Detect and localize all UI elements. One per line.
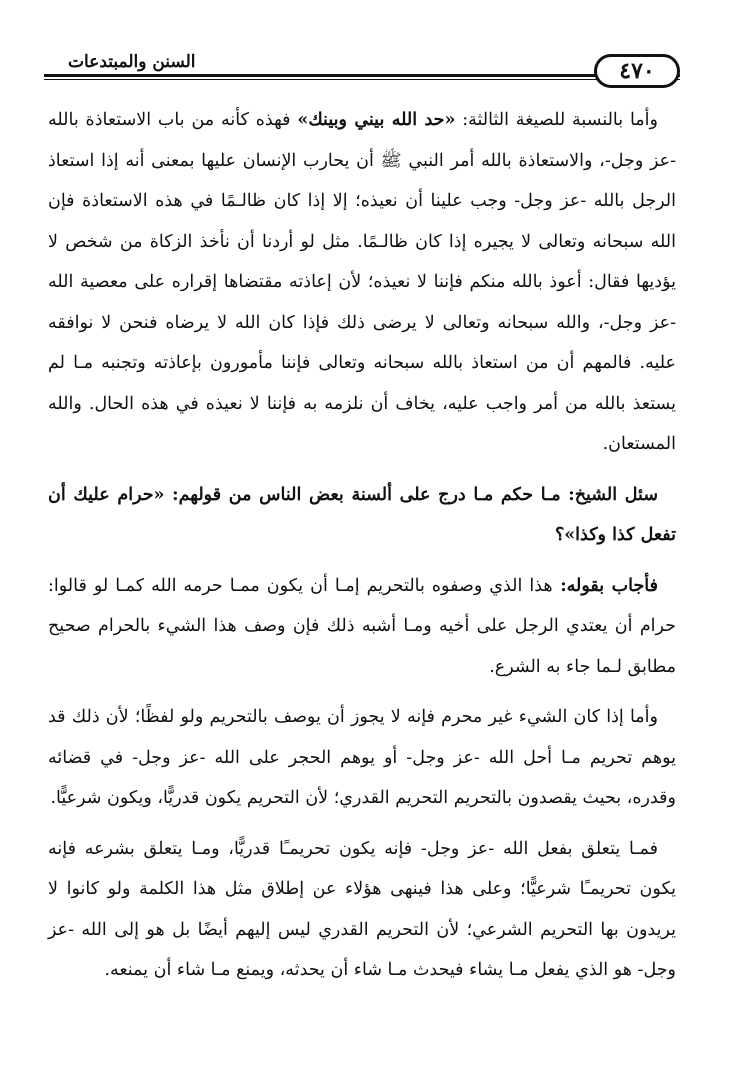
header-rule-thin [44,79,680,80]
paragraph-non-forbidden [48,697,676,819]
question-paragraph [48,475,676,556]
paragraph-run: وأما بالنسبة للصيغة الثالثة: [455,110,658,130]
paragraph-run: وأما إذا كان الشيء غير محرم فإنه لا يجوز أن يوصف بالتحريم ولو لفظًا؛ لأن ذلك قد يوهم تحريم مـا أحل الله -عز وجل- أو يوهم الحجر على الله -عز وجل- في قضائه وقدره، بحيث يقصدون بالتحريم التحريم القدري؛ لأن التحريم يكون قدريًّا، ويكون شرعيًّا. [48,707,676,808]
running-header [44,48,680,88]
paragraph-run: هذا الذي وصفوه بالتحريم إمـا أن يكون ممـا حرمه الله كمـا لو قالوا: حرام أن يعتدي الرجل على أخيه ومـا أشبه ذلك فإن وصف هذا الشيء بالحرام صحيح مطابق لـما جاء به الشرع. [48,575,676,677]
answer-lead: فأجاب بقوله: [552,575,658,596]
question-text: سئل الشيخ: مـا حكم مـا درج على ألسنة بعض الناس من قولهم: «حرام عليك أن تفعل كذا وكذا»؟ [48,484,676,545]
paragraph-conclusion [48,829,676,991]
book-title: السنن والمبتدعات [60,50,204,74]
paragraph-run: فهذه كأنه من باب الاستعاذة بالله -عز وجل-، والاستعاذة بالله أمر النبي ﷺ أن يحارب الإنسان عليها بمعنى أنه إذا استعاذ الرجل بالله -عز وجل- وجب علينا أن نعيذه؛ إلا إذا كان ظالـمًا في هذه الاستعاذة فإن الله سبحانه وتعالى لا يجيره إذا كان ظالـمًا. مثل لو أردنا أن نأخذ الزكاة من شخص لا يؤديها فقال: أعوذ بالله منكم فإننا لا نعيذه؛ لأن إعاذته مقتضاها إقراره على معصية الله -عز وجل-، والله سبحانه وتعالى لا يرضى ذلك فإذا كان الله لا يرضاه فنحن لا نوافقه عليه. فالمهم أن من استعاذ بالله سبحانه وتعالى فإننا مأمورون بإعاذته وتجنبه مـا لم يستعذ بالله من أمر واجب عليه، يخاف أن نلزمه به فإننا لا نعيذه في هذه الحال. والله المستعان. [48,110,676,454]
paragraph-third-formula [48,100,676,465]
paragraph-run: فمـا يتعلق بفعل الله -عز وجل- فإنه يكون تحريمـًا قدريًّا، ومـا يتعلق بشرعه فإنه يكون تحريمـًا شرعيًّا؛ وعلى هذا فينهى هؤلاء عن إطلاق مثل هذا الكلمة ولو كانوا لا يريدون بها التحريم الشرعي؛ لأن التحريم القدري ليس إليهم أيضًا بل هو إلى الله -عز وجل- هو الذي يفعل مـا يشاء فيحدث مـا شاء أن يحدثه، ويمنع مـا شاء أن يمنعه. [48,838,676,980]
header-rule [44,74,680,77]
answer-paragraph [48,566,676,688]
page-body [48,100,676,991]
page-number-badge: ٤٧٠ [594,54,680,88]
quoted-phrase: «حد الله بيني وبينك» [297,110,456,130]
